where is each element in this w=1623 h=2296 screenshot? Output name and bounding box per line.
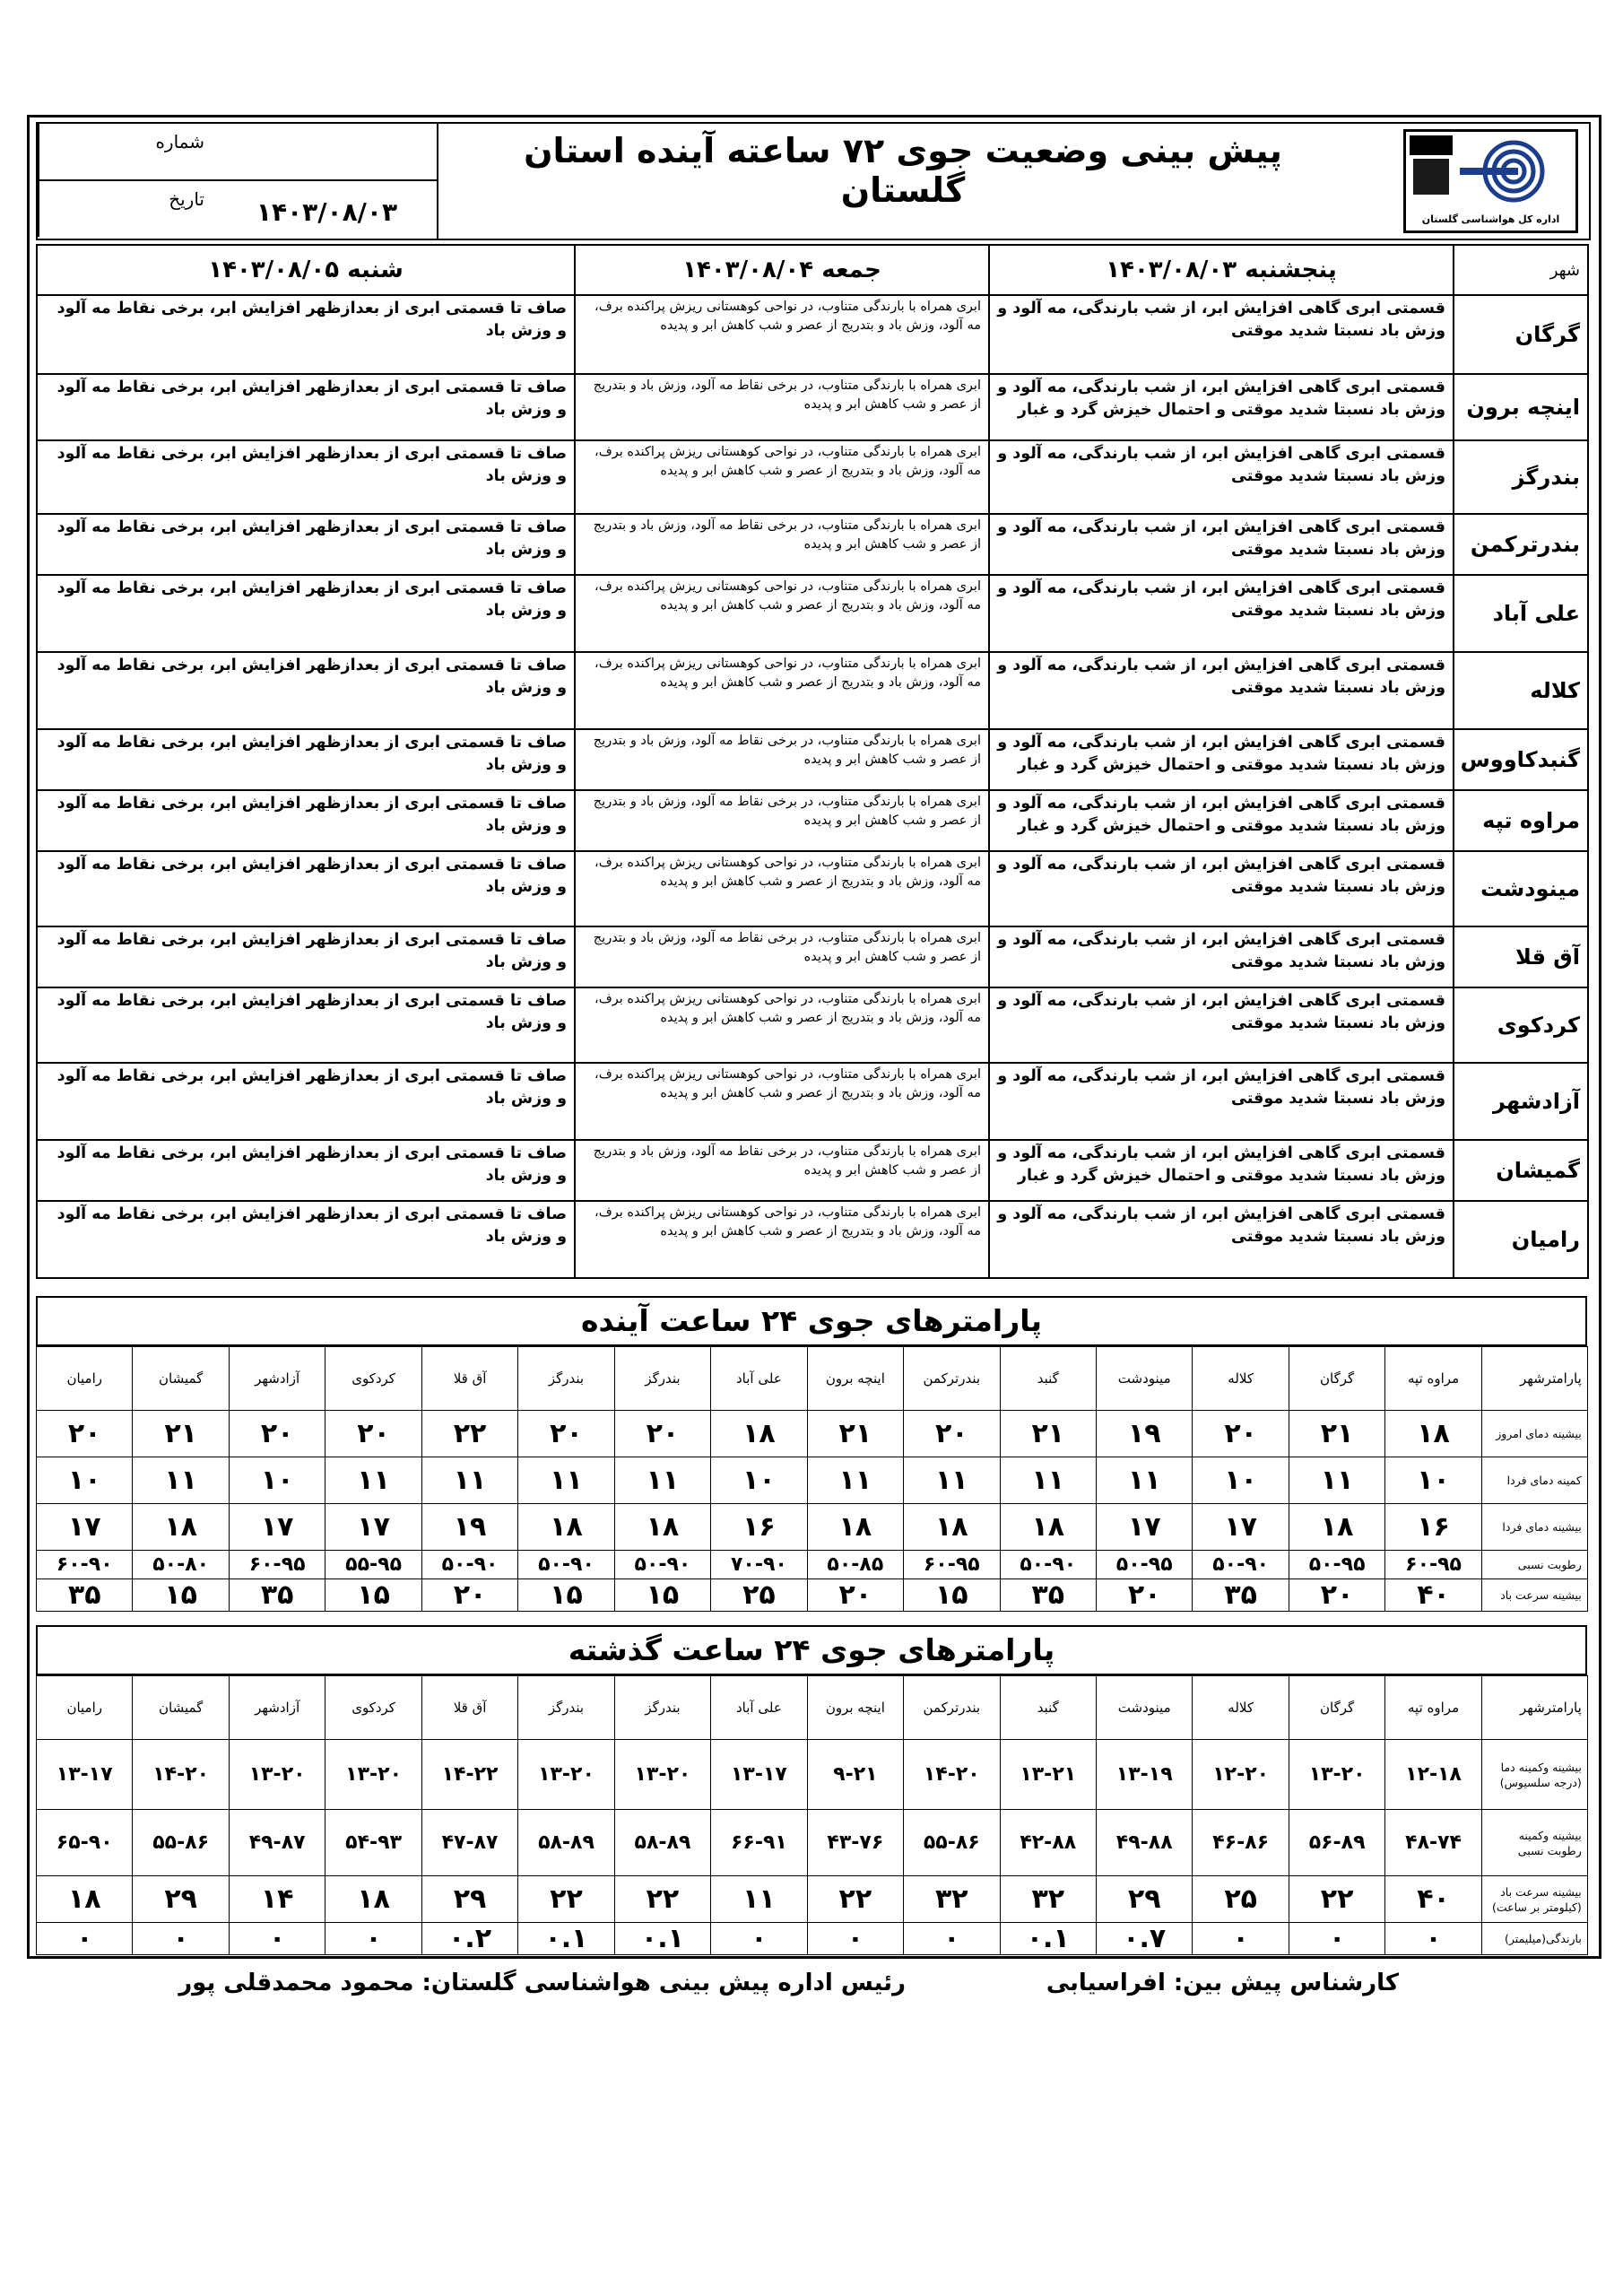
param-value: ۲۹: [421, 1876, 517, 1923]
day3-forecast: صاف تا قسمتی ابری از بعدازظهر افزایش ابر، برخی نقاط مه آلود و وزش باد: [37, 1201, 575, 1278]
city-name: آق قلا: [1454, 926, 1588, 987]
param-value: ۰: [807, 1923, 903, 1955]
param-value: ۶۰-۹۰: [37, 1551, 133, 1579]
day2-forecast: ابری همراه با بارندگی متناوب، در نواحی کوهستانی ریزش پراکنده برف، مه آلود، وزش باد و بتدریج از عصر و شب کاهش ابر و پدیده: [575, 1201, 989, 1278]
city-header: بندرترکمن: [904, 1676, 1000, 1740]
param-value: ۰: [711, 1923, 807, 1955]
day1-forecast: قسمتی ابری گاهی افزایش ابر، از شب بارندگی، مه آلود و وزش باد نسبتا شدید موقتی و احتمال خیزش گرد و غبار: [989, 374, 1454, 440]
param-value: ۰: [1289, 1923, 1384, 1955]
corner-label: پارامترشهر: [1481, 1347, 1587, 1411]
param-value: ۱۸: [1385, 1411, 1481, 1457]
day2-forecast: ابری همراه با بارندگی متناوب، در نواحی کوهستانی ریزش پراکنده برف، مه آلود، وزش باد و بتدریج از عصر و شب کاهش ابر و پدیده: [575, 987, 989, 1063]
param-value: ۰: [325, 1923, 421, 1955]
param-value: ۱۱: [1000, 1457, 1096, 1504]
city-header: مینودشت: [1096, 1676, 1192, 1740]
day1-forecast: قسمتی ابری گاهی افزایش ابر، از شب بارندگی، مه آلود و وزش باد نسبتا شدید موقتی: [989, 652, 1454, 729]
city-header: بندرگز: [518, 1676, 614, 1740]
city-header: آق قلا: [421, 1347, 517, 1411]
param-value: ۱۶: [711, 1504, 807, 1551]
param-value: ۱۵: [133, 1579, 229, 1612]
param-value: ۲۰: [421, 1579, 517, 1612]
param-value: ۱۳-۲۰: [229, 1740, 325, 1810]
day3-forecast: صاف تا قسمتی ابری از بعدازظهر افزایش ابر، برخی نقاط مه آلود و وزش باد: [37, 729, 575, 790]
param-row: [37, 1810, 1588, 1876]
city-header: گرگان: [1289, 1676, 1384, 1740]
city-header: کردکوی: [325, 1676, 421, 1740]
day3-forecast: صاف تا قسمتی ابری از بعدازظهر افزایش ابر، برخی نقاط مه آلود و وزش باد: [37, 374, 575, 440]
param-value: ۱۸: [1289, 1504, 1384, 1551]
param-value: ۲۰: [229, 1411, 325, 1457]
city-header: بندرگز: [614, 1347, 710, 1411]
param-value: ۱۱: [325, 1457, 421, 1504]
param-value: ۶۶-۹۱: [711, 1810, 807, 1876]
day1-forecast: قسمتی ابری گاهی افزایش ابر، از شب بارندگی، مه آلود و وزش باد نسبتا شدید موقتی و احتمال خیزش گرد و غبار: [989, 790, 1454, 851]
param-value: ۴۹-۸۸: [1096, 1810, 1192, 1876]
param-value: ۲۰: [1193, 1411, 1289, 1457]
param-value: ۲۰: [37, 1411, 133, 1457]
date-label: تاریخ: [38, 181, 217, 237]
day1-forecast: قسمتی ابری گاهی افزایش ابر، از شب بارندگی، مه آلود و وزش باد نسبتا شدید موقتی: [989, 514, 1454, 575]
param-value: ۱۳-۲۰: [614, 1740, 710, 1810]
day2-forecast: ابری همراه با بارندگی متناوب، در برخی نقاط مه آلود، وزش باد و بتدریج از عصر و شب کاهش ابر و پدیده: [575, 514, 989, 575]
param-value: ۰.۱: [614, 1923, 710, 1955]
day2-header: جمعه ۱۴۰۳/۰۸/۰۴: [575, 245, 989, 295]
day1-forecast: قسمتی ابری گاهی افزایش ابر، از شب بارندگی، مه آلود و وزش باد نسبتا شدید موقتی: [989, 987, 1454, 1063]
param-value: ۵۰-۹۰: [614, 1551, 710, 1579]
meteorology-logo: [1403, 129, 1578, 233]
param-row: [37, 1504, 1588, 1551]
param-value: ۵۰-۸۵: [807, 1551, 903, 1579]
day2-forecast: ابری همراه با بارندگی متناوب، در برخی نقاط مه آلود، وزش باد و بتدریج از عصر و شب کاهش ابر و پدیده: [575, 1140, 989, 1201]
city-header: کلاله: [1193, 1676, 1289, 1740]
param-value: ۱۸: [325, 1876, 421, 1923]
param-value: ۱۹: [421, 1504, 517, 1551]
city-name: اینچه برون: [1454, 374, 1588, 440]
param-row: [37, 1457, 1588, 1504]
param-value: ۱۸: [518, 1504, 614, 1551]
param-value: ۱۱: [518, 1457, 614, 1504]
param-value: ۳۵: [1193, 1579, 1289, 1612]
param-value: ۲۰: [518, 1411, 614, 1457]
param-value: ۰: [37, 1923, 133, 1955]
param-value: ۲۲: [518, 1876, 614, 1923]
day3-forecast: صاف تا قسمتی ابری از بعدازظهر افزایش ابر، برخی نقاط مه آلود و وزش باد: [37, 1140, 575, 1201]
param-value: ۳۲: [904, 1876, 1000, 1923]
forecaster-signature: کارشناس پیش بین: افراسیابی: [1046, 1970, 1399, 1996]
day1-forecast: قسمتی ابری گاهی افزایش ابر، از شب بارندگی، مه آلود و وزش باد نسبتا شدید موقتی: [989, 440, 1454, 514]
param-value: ۱۷: [325, 1504, 421, 1551]
param-value: ۱۷: [1096, 1504, 1192, 1551]
param-value: ۵۸-۸۹: [518, 1810, 614, 1876]
param-value: ۰.۱: [518, 1923, 614, 1955]
param-label: بیشینه سرعت باد: [1481, 1579, 1587, 1612]
forecast-row: [37, 440, 1588, 514]
forecast-row: [37, 575, 1588, 652]
param-value: ۱۱: [614, 1457, 710, 1504]
forecast-row: [37, 652, 1588, 729]
param-value: ۱۳-۱۷: [37, 1740, 133, 1810]
param-value: ۵۵-۸۶: [904, 1810, 1000, 1876]
day2-forecast: ابری همراه با بارندگی متناوب، در برخی نقاط مه آلود، وزش باد و بتدریج از عصر و شب کاهش ابر و پدیده: [575, 729, 989, 790]
param-value: ۱۱: [1289, 1457, 1384, 1504]
city-name: گرگان: [1454, 295, 1588, 374]
city-header: کردکوی: [325, 1347, 421, 1411]
param-value: ۰.۱: [1000, 1923, 1096, 1955]
day3-forecast: صاف تا قسمتی ابری از بعدازظهر افزایش ابر، برخی نقاط مه آلود و وزش باد: [37, 440, 575, 514]
param-label: بارندگی(میلیمتر): [1481, 1923, 1587, 1955]
city-header: آزادشهر: [229, 1347, 325, 1411]
forecast-row: [37, 790, 1588, 851]
param-value: ۶۰-۹۵: [1385, 1551, 1481, 1579]
param-value: ۵۰-۸۰: [133, 1551, 229, 1579]
param-value: ۵۰-۹۵: [1096, 1551, 1192, 1579]
param-value: ۱۸: [807, 1504, 903, 1551]
param-value: ۰: [904, 1923, 1000, 1955]
number-date-box: [38, 124, 438, 239]
page-title: پیش بینی وضعیت جوی ۷۲ ساعته آینده استان گلستان: [524, 131, 1282, 210]
param-value: ۲۹: [133, 1876, 229, 1923]
param-value: ۴۸-۷۴: [1385, 1810, 1481, 1876]
city-header: کلاله: [1193, 1347, 1289, 1411]
day3-forecast: صاف تا قسمتی ابری از بعدازظهر افزایش ابر، برخی نقاط مه آلود و وزش باد: [37, 987, 575, 1063]
param-value: ۵۵-۸۶: [133, 1810, 229, 1876]
param-value: ۳۵: [229, 1579, 325, 1612]
day1-forecast: قسمتی ابری گاهی افزایش ابر، از شب بارندگی، مه آلود و وزش باد نسبتا شدید موقتی: [989, 295, 1454, 374]
city-name: مراوه تپه: [1454, 790, 1588, 851]
logo-text: اداره کل هواشناسی گلستان: [1421, 213, 1560, 225]
param-row: [37, 1411, 1588, 1457]
param-value: ۱۱: [133, 1457, 229, 1504]
param-value: ۱۶: [1385, 1504, 1481, 1551]
day3-header: شنبه ۱۴۰۳/۰۸/۰۵: [37, 245, 575, 295]
city-name: بندرگز: [1454, 440, 1588, 514]
day1-forecast: قسمتی ابری گاهی افزایش ابر، از شب بارندگی، مه آلود و وزش باد نسبتا شدید موقتی و احتمال خیزش گرد و غبار: [989, 1140, 1454, 1201]
param-value: ۱۰: [711, 1457, 807, 1504]
param-value: ۰: [229, 1923, 325, 1955]
city-header: گمیشان: [133, 1676, 229, 1740]
param-value: ۲۲: [1289, 1876, 1384, 1923]
param-value: ۰: [133, 1923, 229, 1955]
param-label: بیشینه دمای فردا: [1481, 1504, 1587, 1551]
city-name: بندرترکمن: [1454, 514, 1588, 575]
param-value: ۵۸-۸۹: [614, 1810, 710, 1876]
param-value: ۲۵: [711, 1579, 807, 1612]
day1-forecast: قسمتی ابری گاهی افزایش ابر، از شب بارندگی، مه آلود و وزش باد نسبتا شدید موقتی: [989, 1201, 1454, 1278]
param-value: ۱۳-۲۰: [325, 1740, 421, 1810]
day3-forecast: صاف تا قسمتی ابری از بعدازظهر افزایش ابر، برخی نقاط مه آلود و وزش باد: [37, 295, 575, 374]
past24-table: [36, 1675, 1588, 1955]
city-header: رامیان: [37, 1347, 133, 1411]
param-value: ۱۱: [421, 1457, 517, 1504]
param-value: ۴۰: [1385, 1579, 1481, 1612]
param-value: ۱۸: [711, 1411, 807, 1457]
city-header: علی آباد: [711, 1676, 807, 1740]
param-value: ۱۵: [325, 1579, 421, 1612]
param-value: ۱۱: [807, 1457, 903, 1504]
param-value: ۱۰: [1193, 1457, 1289, 1504]
param-value: ۱۹: [1096, 1411, 1192, 1457]
param-value: ۳۵: [37, 1579, 133, 1612]
city-name: مینودشت: [1454, 851, 1588, 926]
param-value: ۰: [1385, 1923, 1481, 1955]
param-value: ۱۲-۲۰: [1193, 1740, 1289, 1810]
head-signature: رئیس اداره پیش بینی هواشناسی گلستان: محمود محمدقلی پور: [178, 1970, 906, 1996]
city-name: آزادشهر: [1454, 1063, 1588, 1140]
param-value: ۱۱: [904, 1457, 1000, 1504]
param-value: ۲۱: [1000, 1411, 1096, 1457]
param-row: [37, 1923, 1588, 1955]
param-value: ۴۰: [1385, 1876, 1481, 1923]
param-value: ۱۱: [1096, 1457, 1192, 1504]
param-label: رطوبت نسبی: [1481, 1551, 1587, 1579]
day1-forecast: قسمتی ابری گاهی افزایش ابر، از شب بارندگی، مه آلود و وزش باد نسبتا شدید موقتی: [989, 851, 1454, 926]
date-value: ۱۴۰۳/۰۸/۰۳: [256, 197, 398, 227]
param-value: ۰: [1193, 1923, 1289, 1955]
param-value: ۵۰-۹۰: [1193, 1551, 1289, 1579]
city-header: اینچه برون: [807, 1676, 903, 1740]
day1-forecast: قسمتی ابری گاهی افزایش ابر، از شب بارندگی، مه آلود و وزش باد نسبتا شدید موقتی: [989, 1063, 1454, 1140]
param-value: ۱۸: [37, 1876, 133, 1923]
param-label: بیشینه وکمینه رطوبت نسبی: [1481, 1810, 1587, 1876]
param-row: [37, 1876, 1588, 1923]
param-row: [37, 1579, 1588, 1612]
day2-forecast: ابری همراه با بارندگی متناوب، در نواحی کوهستانی ریزش پراکنده برف، مه آلود، وزش باد و بتدریج از عصر و شب کاهش ابر و پدیده: [575, 652, 989, 729]
param-value: ۰.۷: [1096, 1923, 1192, 1955]
param-value: ۱۳-۱۹: [1096, 1740, 1192, 1810]
day2-forecast: ابری همراه با بارندگی متناوب، در نواحی کوهستانی ریزش پراکنده برف، مه آلود، وزش باد و بتدریج از عصر و شب کاهش ابر و پدیده: [575, 575, 989, 652]
forecast-row: [37, 374, 1588, 440]
param-value: ۴۲-۸۸: [1000, 1810, 1096, 1876]
param-value: ۲۲: [614, 1876, 710, 1923]
city-header: بندرترکمن: [904, 1347, 1000, 1411]
param-value: ۱۴-۲۲: [421, 1740, 517, 1810]
param-value: ۱۰: [229, 1457, 325, 1504]
param-value: ۱۵: [518, 1579, 614, 1612]
param-value: ۵۰-۹۰: [1000, 1551, 1096, 1579]
day2-forecast: ابری همراه با بارندگی متناوب، در نواحی کوهستانی ریزش پراکنده برف، مه آلود، وزش باد و بتدریج از عصر و شب کاهش ابر و پدیده: [575, 851, 989, 926]
day3-forecast: صاف تا قسمتی ابری از بعدازظهر افزایش ابر، برخی نقاط مه آلود و وزش باد: [37, 926, 575, 987]
city-header: آزادشهر: [229, 1676, 325, 1740]
param-label: بیشینه وکمینه دما (درجه سلسیوس): [1481, 1740, 1587, 1810]
day2-forecast: ابری همراه با بارندگی متناوب، در برخی نقاط مه آلود، وزش باد و بتدریج از عصر و شب کاهش ابر و پدیده: [575, 374, 989, 440]
day2-forecast: ابری همراه با بارندگی متناوب، در نواحی کوهستانی ریزش پراکنده برف، مه آلود، وزش باد و بتدریج از عصر و شب کاهش ابر و پدیده: [575, 295, 989, 374]
param-label: بیشینه سرعت باد (کیلومتر بر ساعت): [1481, 1876, 1587, 1923]
city-name: کلاله: [1454, 652, 1588, 729]
number-label: شماره: [38, 124, 217, 179]
day1-forecast: قسمتی ابری گاهی افزایش ابر، از شب بارندگی، مه آلود و وزش باد نسبتا شدید موقتی: [989, 575, 1454, 652]
param-value: ۵۴-۹۳: [325, 1810, 421, 1876]
day2-forecast: ابری همراه با بارندگی متناوب، در نواحی کوهستانی ریزش پراکنده برف، مه آلود، وزش باد و بتدریج از عصر و شب کاهش ابر و پدیده: [575, 440, 989, 514]
param-value: ۱۷: [1193, 1504, 1289, 1551]
param-label: کمینه دمای فردا: [1481, 1457, 1587, 1504]
forecast-row: [37, 1140, 1588, 1201]
param-value: ۶۰-۹۵: [229, 1551, 325, 1579]
param-value: ۷۰-۹۰: [711, 1551, 807, 1579]
param-value: ۶۵-۹۰: [37, 1810, 133, 1876]
param-value: ۱۴-۲۰: [904, 1740, 1000, 1810]
city-name: گمیشان: [1454, 1140, 1588, 1201]
number-value: [217, 124, 437, 179]
param-value: ۲۱: [1289, 1411, 1384, 1457]
forecast-row: [37, 1201, 1588, 1278]
param-value: ۱۳-۲۰: [518, 1740, 614, 1810]
city-header: گنبد: [1000, 1347, 1096, 1411]
day2-forecast: ابری همراه با بارندگی متناوب، در نواحی کوهستانی ریزش پراکنده برف، مه آلود، وزش باد و بتدریج از عصر و شب کاهش ابر و پدیده: [575, 1063, 989, 1140]
param-value: ۱۴: [229, 1876, 325, 1923]
logo-emblem-icon: [1406, 132, 1575, 208]
param-value: ۲۰: [614, 1411, 710, 1457]
param-value: ۱۸: [133, 1504, 229, 1551]
forecast-row: [37, 295, 1588, 374]
forecast-row: [37, 1063, 1588, 1140]
param-value: ۶۰-۹۵: [904, 1551, 1000, 1579]
param-value: ۲۲: [807, 1876, 903, 1923]
param-value: ۱۸: [1000, 1504, 1096, 1551]
document-header: [36, 122, 1591, 240]
param-value: ۱۰: [1385, 1457, 1481, 1504]
param-value: ۲۰: [325, 1411, 421, 1457]
forecast-row: [37, 926, 1588, 987]
param-value: ۱۳-۱۷: [711, 1740, 807, 1810]
param-value: ۲۱: [807, 1411, 903, 1457]
day2-forecast: ابری همراه با بارندگی متناوب، در برخی نقاط مه آلود، وزش باد و بتدریج از عصر و شب کاهش ابر و پدیده: [575, 790, 989, 851]
city-name: رامیان: [1454, 1201, 1588, 1278]
day3-forecast: صاف تا قسمتی ابری از بعدازظهر افزایش ابر، برخی نقاط مه آلود و وزش باد: [37, 514, 575, 575]
forecast-row: [37, 987, 1588, 1063]
city-header: گرگان: [1289, 1347, 1384, 1411]
param-value: ۲۰: [807, 1579, 903, 1612]
city-column-header: شهر: [1454, 245, 1588, 295]
param-value: ۱۳-۲۰: [1289, 1740, 1384, 1810]
param-value: ۱۲-۱۸: [1385, 1740, 1481, 1810]
param-value: ۱۸: [904, 1504, 1000, 1551]
param-value: ۱۷: [37, 1504, 133, 1551]
corner-label: پارامترشهر: [1481, 1676, 1587, 1740]
day3-forecast: صاف تا قسمتی ابری از بعدازظهر افزایش ابر، برخی نقاط مه آلود و وزش باد: [37, 652, 575, 729]
param-value: ۲۲: [421, 1411, 517, 1457]
param-value: ۵۵-۹۵: [325, 1551, 421, 1579]
day1-forecast: قسمتی ابری گاهی افزایش ابر، از شب بارندگی، مه آلود و وزش باد نسبتا شدید موقتی و احتمال خیزش گرد و غبار: [989, 729, 1454, 790]
param-row: [37, 1551, 1588, 1579]
param-value: ۳۲: [1000, 1876, 1096, 1923]
param-value: ۴۳-۷۶: [807, 1810, 903, 1876]
day1-forecast: قسمتی ابری گاهی افزایش ابر، از شب بارندگی، مه آلود و وزش باد نسبتا شدید موقتی: [989, 926, 1454, 987]
param-value: ۹-۲۱: [807, 1740, 903, 1810]
param-value: ۵۰-۹۰: [518, 1551, 614, 1579]
past24-title: پارامترهای جوی ۲۴ ساعت گذشته: [36, 1625, 1587, 1675]
city-name: گنبدکاووس: [1454, 729, 1588, 790]
param-value: ۴۶-۸۶: [1193, 1810, 1289, 1876]
param-value: ۱۵: [904, 1579, 1000, 1612]
city-header: بندرگز: [614, 1676, 710, 1740]
city-header: گنبد: [1000, 1676, 1096, 1740]
param-value: ۲۹: [1096, 1876, 1192, 1923]
day3-forecast: صاف تا قسمتی ابری از بعدازظهر افزایش ابر، برخی نقاط مه آلود و وزش باد: [37, 575, 575, 652]
city-header: رامیان: [37, 1676, 133, 1740]
param-value: ۱۸: [614, 1504, 710, 1551]
day3-forecast: صاف تا قسمتی ابری از بعدازظهر افزایش ابر، برخی نقاط مه آلود و وزش باد: [37, 790, 575, 851]
day3-forecast: صاف تا قسمتی ابری از بعدازظهر افزایش ابر، برخی نقاط مه آلود و وزش باد: [37, 1063, 575, 1140]
param-label: بیشینه دمای امروز: [1481, 1411, 1587, 1457]
param-value: ۱۷: [229, 1504, 325, 1551]
param-value: ۵۶-۸۹: [1289, 1810, 1384, 1876]
forecast-row: [37, 729, 1588, 790]
forecast-row: [37, 851, 1588, 926]
param-value: ۱۰: [37, 1457, 133, 1504]
day3-forecast: صاف تا قسمتی ابری از بعدازظهر افزایش ابر، برخی نقاط مه آلود و وزش باد: [37, 851, 575, 926]
param-value: ۴۹-۸۷: [229, 1810, 325, 1876]
param-value: ۵۰-۹۵: [1289, 1551, 1384, 1579]
city-header: گمیشان: [133, 1347, 229, 1411]
day1-header: پنجشنبه ۱۴۰۳/۰۸/۰۳: [989, 245, 1454, 295]
day2-forecast: ابری همراه با بارندگی متناوب، در برخی نقاط مه آلود، وزش باد و بتدریج از عصر و شب کاهش ابر و پدیده: [575, 926, 989, 987]
next24-title: پارامترهای جوی ۲۴ ساعت آینده: [36, 1296, 1587, 1346]
city-header: مینودشت: [1096, 1347, 1192, 1411]
param-value: ۲۵: [1193, 1876, 1289, 1923]
param-value: ۲۰: [1096, 1579, 1192, 1612]
forecast-row: [37, 514, 1588, 575]
next24-table: [36, 1346, 1588, 1612]
city-header: آق قلا: [421, 1676, 517, 1740]
city-name: علی آباد: [1454, 575, 1588, 652]
city-header: بندرگز: [518, 1347, 614, 1411]
city-header: مراوه تپه: [1385, 1347, 1481, 1411]
city-header: علی آباد: [711, 1347, 807, 1411]
param-value: ۳۵: [1000, 1579, 1096, 1612]
param-row: [37, 1740, 1588, 1810]
param-value: ۴۷-۸۷: [421, 1810, 517, 1876]
city-header: اینچه برون: [807, 1347, 903, 1411]
param-value: ۰.۲: [421, 1923, 517, 1955]
param-value: ۱۱: [711, 1876, 807, 1923]
city-header: مراوه تپه: [1385, 1676, 1481, 1740]
city-name: کردکوی: [1454, 987, 1588, 1063]
param-value: ۱۳-۲۱: [1000, 1740, 1096, 1810]
param-value: ۲۰: [1289, 1579, 1384, 1612]
param-value: ۵۰-۹۰: [421, 1551, 517, 1579]
param-value: ۲۰: [904, 1411, 1000, 1457]
param-value: ۱۴-۲۰: [133, 1740, 229, 1810]
param-value: ۱۵: [614, 1579, 710, 1612]
forecast-table: [36, 244, 1589, 1279]
param-value: ۲۱: [133, 1411, 229, 1457]
